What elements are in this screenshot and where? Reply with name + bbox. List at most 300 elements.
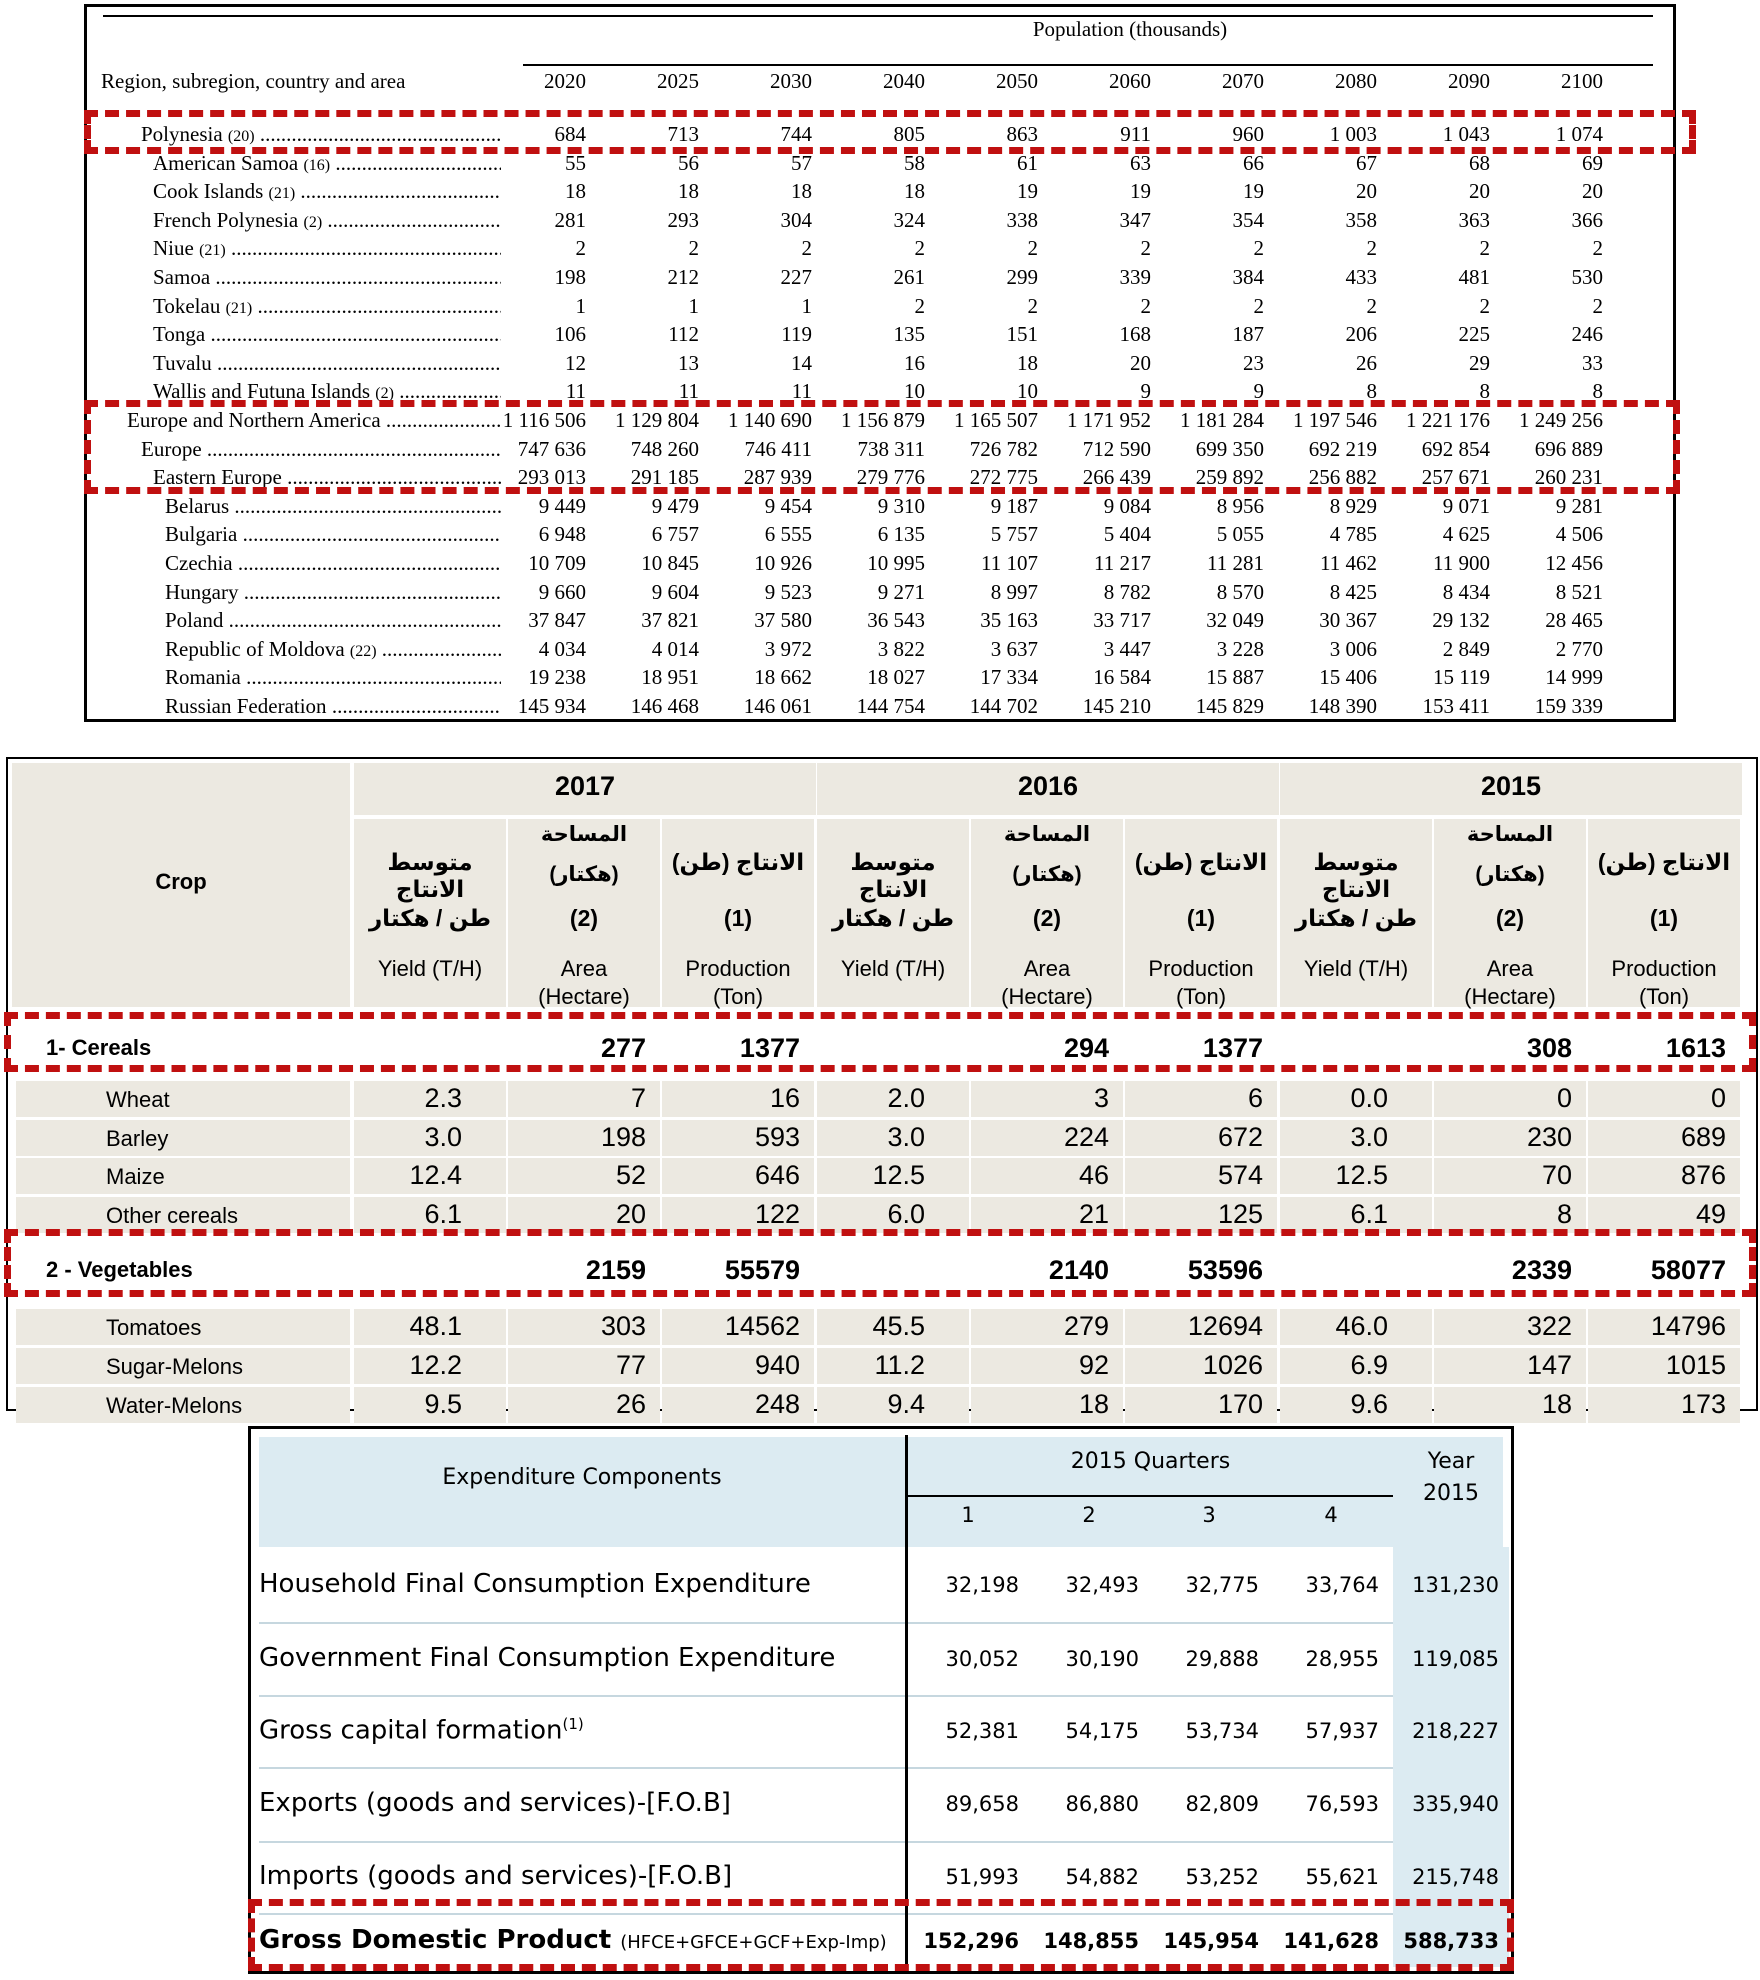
crop-value: 3.0 xyxy=(424,1121,462,1152)
population-value: 16 xyxy=(904,350,925,375)
crop-value: 92 xyxy=(1078,1350,1109,1380)
region-header: Region, subregion, country and area xyxy=(101,69,406,93)
population-value: 299 xyxy=(1006,265,1038,289)
population-value: 16 584 xyxy=(1093,665,1151,690)
year-header-2090: 2090 xyxy=(1448,69,1490,93)
population-value: 18 xyxy=(1017,350,1038,375)
population-value: 29 xyxy=(1469,350,1490,375)
crop-value: 12694 xyxy=(1187,1311,1263,1342)
population-value: 159 339 xyxy=(1534,694,1603,718)
region-name xyxy=(141,122,501,147)
population-value: 225 xyxy=(1458,322,1490,347)
group-value: 55579 xyxy=(724,1255,800,1286)
crop-name: Tomatoes xyxy=(106,1315,202,1341)
population-value: 26 xyxy=(1356,350,1377,375)
population-value: 227 xyxy=(780,265,812,289)
expenditure-value: 30,190 xyxy=(1065,1646,1139,1671)
population-value: 2 xyxy=(914,293,925,318)
population-value: 12 xyxy=(565,350,586,375)
population-value: 6 555 xyxy=(764,522,812,547)
group-value: 2159 xyxy=(585,1255,646,1286)
population-value: 2 xyxy=(1479,236,1490,261)
row-divider xyxy=(908,1767,1393,1769)
crop-value: 0 xyxy=(1710,1083,1726,1113)
column-header-unit: طن / هكتار xyxy=(1294,905,1418,931)
region-label: Europe xyxy=(141,436,202,461)
population-value: 19 xyxy=(1243,179,1264,204)
population-value: 1 197 546 xyxy=(1293,408,1377,432)
population-value: 9 604 xyxy=(651,579,699,604)
crop-value: 147 xyxy=(1526,1350,1572,1380)
quarter-header-1: 1 xyxy=(961,1503,975,1527)
population-value: 15 887 xyxy=(1206,665,1264,690)
population-value: 61 xyxy=(1017,150,1038,175)
region-label: Niue xyxy=(153,236,194,261)
population-value: 37 821 xyxy=(641,608,699,633)
population-value: 261 xyxy=(893,265,925,289)
population-value: 35 163 xyxy=(980,608,1038,633)
crop-value: 7 xyxy=(630,1083,646,1113)
footnote-ref: (2) xyxy=(303,213,323,231)
expenditure-value: 131,230 xyxy=(1412,1572,1499,1597)
row-divider xyxy=(259,1841,905,1843)
row-label-cell xyxy=(16,1158,350,1194)
crop-value: 6.1 xyxy=(1350,1198,1388,1229)
column-header-english: Yield (T/H) xyxy=(840,956,946,981)
group-value: 1377 xyxy=(1202,1033,1263,1063)
year-header: 2016 xyxy=(1017,771,1079,801)
column-header-arabic: الانتاج (طن) xyxy=(671,849,805,875)
footnote-ref: (20) xyxy=(227,128,255,145)
population-value: 726 782 xyxy=(969,436,1038,461)
crop-value: 12.4 xyxy=(409,1160,462,1191)
crop-value: 77 xyxy=(615,1350,646,1380)
year-header-2080: 2080 xyxy=(1335,69,1377,93)
region-name xyxy=(165,665,501,690)
population-value: 2 xyxy=(688,236,699,261)
crop-name: Other cereals xyxy=(106,1202,239,1228)
crop-value: 6.9 xyxy=(1350,1350,1388,1380)
table-row xyxy=(87,294,1673,322)
expenditure-value: 54,175 xyxy=(1065,1719,1139,1743)
population-value: 151 xyxy=(1006,322,1038,347)
population-value: 293 013 xyxy=(517,465,586,490)
population-value: 37 580 xyxy=(754,608,812,633)
population-value: 338 xyxy=(1006,207,1038,232)
population-value: 11 281 xyxy=(1207,551,1264,575)
population-value: 8 434 xyxy=(1442,579,1490,604)
column-header-english: Area xyxy=(560,956,608,981)
population-value: 281 xyxy=(554,207,586,232)
column-header-english: Production xyxy=(1611,956,1717,981)
crop-value: 70 xyxy=(1541,1160,1572,1191)
population-value: 145 210 xyxy=(1082,694,1151,718)
year-header-2100: 2100 xyxy=(1561,69,1603,93)
population-value: 481 xyxy=(1458,265,1490,289)
footnote-ref: (16) xyxy=(303,156,331,174)
crop-name: Barley xyxy=(106,1125,169,1151)
crop-production-table xyxy=(6,757,1758,1419)
population-value: 145 934 xyxy=(517,694,586,718)
population-value: 9 660 xyxy=(538,579,586,604)
region-label: Russian Federation xyxy=(165,694,327,718)
row-divider xyxy=(908,1841,1393,1843)
population-value: 744 xyxy=(780,122,812,146)
population-value: 10 709 xyxy=(528,551,586,575)
region-name xyxy=(165,494,501,519)
region-name xyxy=(165,580,501,605)
population-value: 363 xyxy=(1458,207,1490,232)
population-value: 106 xyxy=(554,322,586,347)
population-value: 29 132 xyxy=(1432,608,1490,633)
expenditure-value: 82,809 xyxy=(1185,1792,1259,1816)
row-label-text: Government Final Consumption Expenditure xyxy=(259,1642,836,1673)
column-header-arabic: متوسط الانتاج xyxy=(1313,849,1399,902)
column-header-english: Production xyxy=(1148,956,1254,981)
population-value: 257 671 xyxy=(1421,465,1490,490)
column-header-english: Area xyxy=(1023,956,1071,981)
column-header-english-unit: (Hectare) xyxy=(538,984,630,1009)
population-value: 8 xyxy=(1366,379,1377,404)
crop-value: 16 xyxy=(769,1083,800,1113)
group-value: 53596 xyxy=(1187,1255,1263,1286)
crop-value: 14796 xyxy=(1650,1311,1726,1342)
population-value: 1 165 507 xyxy=(954,408,1038,432)
table-row xyxy=(87,580,1673,608)
population-value: 146 061 xyxy=(743,694,812,718)
crop-value: 122 xyxy=(754,1198,800,1229)
table-row xyxy=(8,1120,1756,1158)
population-value: 30 367 xyxy=(1319,608,1377,633)
population-value: 530 xyxy=(1571,265,1603,289)
table-row xyxy=(87,236,1673,264)
population-value: 1 xyxy=(575,293,586,318)
population-value: 2 xyxy=(1479,293,1490,318)
table-row xyxy=(87,494,1673,522)
population-table xyxy=(84,4,1676,722)
crop-value: 6.1 xyxy=(424,1198,462,1229)
crop-value: 170 xyxy=(1217,1388,1263,1419)
year-header-2020: 2020 xyxy=(544,69,586,93)
quarter-header-3: 3 xyxy=(1202,1503,1216,1527)
population-value: 3 637 xyxy=(990,636,1038,661)
region-name xyxy=(153,179,501,204)
crop-value: 3.0 xyxy=(887,1121,925,1152)
population-value: 18 951 xyxy=(641,665,699,690)
population-value: 8 521 xyxy=(1555,579,1603,604)
region-label: Republic of Moldova xyxy=(165,636,345,661)
population-value: 324 xyxy=(893,207,925,232)
column-header-unit: (1) xyxy=(723,905,753,931)
expenditure-value: 52,381 xyxy=(945,1719,1019,1743)
region-name xyxy=(141,437,501,462)
year-header-value: 2015 xyxy=(1423,1481,1479,1506)
year-header-2025: 2025 xyxy=(657,69,699,93)
population-value: 18 xyxy=(678,179,699,204)
column-header-arabic: المساحة (هكتار) xyxy=(1466,823,1554,886)
population-value: 2 xyxy=(1027,293,1038,318)
footnote-ref: (22) xyxy=(349,642,377,660)
population-value: 2 xyxy=(1592,236,1603,261)
population-value: 4 625 xyxy=(1442,522,1490,547)
row-label xyxy=(259,1788,731,1818)
region-name xyxy=(153,465,501,490)
population-value: 9 187 xyxy=(990,493,1038,518)
region-label: Bulgaria xyxy=(165,522,238,547)
expenditure-value: 28,955 xyxy=(1305,1646,1379,1671)
population-value: 347 xyxy=(1119,207,1151,232)
region-label: French Polynesia xyxy=(153,207,299,232)
population-value: 1 181 284 xyxy=(1180,408,1264,432)
table-row xyxy=(8,1081,1756,1119)
column-header-english-unit: (Ton) xyxy=(1175,984,1227,1009)
population-value: 11 900 xyxy=(1433,551,1490,575)
population-value: 9 071 xyxy=(1442,493,1490,518)
quarter-header-2: 2 xyxy=(1082,1503,1096,1527)
expenditure-value: 30,052 xyxy=(945,1646,1019,1671)
population-value: 9 084 xyxy=(1103,493,1151,518)
group-value: 1613 xyxy=(1665,1033,1726,1063)
population-value: 20 xyxy=(1356,179,1377,204)
population-value: 28 465 xyxy=(1545,608,1603,633)
table-row xyxy=(8,1309,1756,1347)
population-value: 36 543 xyxy=(867,608,925,633)
population-value: 805 xyxy=(893,122,925,146)
group-value: 308 xyxy=(1526,1033,1572,1063)
region-label: Poland xyxy=(165,608,224,633)
crop-value: 12.5 xyxy=(872,1160,925,1191)
crop-value: 2.3 xyxy=(424,1083,462,1113)
population-value: 3 972 xyxy=(764,636,812,661)
year-header: 2015 xyxy=(1480,771,1542,801)
population-value: 4 506 xyxy=(1555,522,1603,547)
crop-value: 9.4 xyxy=(887,1388,925,1419)
population-value: 15 406 xyxy=(1319,665,1377,690)
population-value: 20 xyxy=(1469,179,1490,204)
table-row xyxy=(87,208,1673,236)
population-value: 287 939 xyxy=(743,465,812,490)
table-row xyxy=(8,1197,1756,1235)
population-value: 911 xyxy=(1120,122,1151,146)
expenditure-value: 55,621 xyxy=(1305,1865,1379,1889)
population-value: 256 882 xyxy=(1308,465,1377,490)
population-value: 1 171 952 xyxy=(1067,408,1151,432)
population-value: 19 xyxy=(1130,179,1151,204)
population-value: 63 xyxy=(1130,150,1151,175)
population-value: 3 822 xyxy=(877,636,925,661)
row-label xyxy=(259,1715,584,1746)
population-value: 112 xyxy=(668,322,699,347)
population-value: 23 xyxy=(1243,350,1264,375)
population-value: 187 xyxy=(1232,322,1264,347)
row-label-cell xyxy=(16,1120,350,1156)
population-value: 2 xyxy=(1253,293,1264,318)
crop-value: 646 xyxy=(754,1160,800,1191)
table-row xyxy=(8,1348,1756,1386)
expenditure-value: 32,493 xyxy=(1065,1572,1139,1597)
population-value: 33 xyxy=(1582,350,1603,375)
table-row xyxy=(87,437,1673,465)
region-label: Czechia xyxy=(165,551,233,575)
population-value: 1 129 804 xyxy=(615,408,699,432)
population-value: 9 271 xyxy=(877,579,925,604)
row-divider xyxy=(259,1767,905,1769)
region-label: Hungary xyxy=(165,579,239,604)
population-value: 9 281 xyxy=(1555,493,1603,518)
population-value: 1 xyxy=(688,293,699,318)
region-name xyxy=(127,408,501,433)
row-divider xyxy=(908,1695,1393,1697)
table-row xyxy=(87,265,1673,293)
population-value: 11 xyxy=(565,379,586,404)
population-value: 692 854 xyxy=(1421,436,1490,461)
crop-value: 2.0 xyxy=(887,1083,925,1113)
population-value: 55 xyxy=(565,150,586,175)
region-name xyxy=(153,265,501,290)
expenditure-value: 86,880 xyxy=(1065,1792,1139,1816)
quarter-header-4: 4 xyxy=(1324,1503,1338,1527)
population-value: 168 xyxy=(1119,322,1151,347)
year-header-2070: 2070 xyxy=(1222,69,1264,93)
population-value: 2 xyxy=(1592,293,1603,318)
population-value: 713 xyxy=(667,122,699,146)
crop-value: 574 xyxy=(1217,1160,1263,1191)
population-value: 1 043 xyxy=(1442,122,1490,146)
population-title: Population (thousands) xyxy=(1032,17,1228,41)
table-row xyxy=(87,122,1673,150)
population-value: 3 006 xyxy=(1329,636,1377,661)
row-label-text: Gross Domestic Product xyxy=(259,1925,612,1955)
group-label: 1- Cereals xyxy=(46,1035,152,1060)
column-header-english-unit: (Hectare) xyxy=(1464,984,1556,1009)
row-label-text: Exports (goods and services)-[F.O.B] xyxy=(259,1788,731,1818)
crop-value: 0.0 xyxy=(1350,1083,1388,1113)
table-row xyxy=(87,379,1673,407)
population-value: 384 xyxy=(1232,265,1264,289)
population-value: 18 xyxy=(791,179,812,204)
population-value: 4 785 xyxy=(1329,522,1377,547)
column-header-english: Area xyxy=(1486,956,1534,981)
crop-value: 49 xyxy=(1695,1198,1726,1229)
population-value: 19 238 xyxy=(528,665,586,690)
population-value: 1 xyxy=(801,293,812,318)
population-value: 2 770 xyxy=(1555,636,1603,661)
expenditure-value: 335,940 xyxy=(1412,1792,1499,1816)
expenditure-value: 54,882 xyxy=(1065,1865,1139,1889)
population-value: 1 116 506 xyxy=(502,408,586,432)
expenditure-value: 32,775 xyxy=(1185,1572,1259,1597)
region-label: Eastern Europe xyxy=(153,465,282,490)
population-value: 18 xyxy=(904,179,925,204)
row-label-text: Household Final Consumption Expenditure xyxy=(259,1568,811,1599)
population-value: 11 217 xyxy=(1094,551,1151,575)
expenditure-value: 218,227 xyxy=(1412,1719,1499,1743)
population-value: 3 228 xyxy=(1216,636,1264,661)
population-value: 9 xyxy=(1253,379,1264,404)
population-value: 10 845 xyxy=(641,551,699,575)
population-value: 144 754 xyxy=(856,694,925,718)
crop-value: 198 xyxy=(600,1121,646,1152)
crop-value: 3.0 xyxy=(1350,1121,1388,1152)
crop-value: 20 xyxy=(615,1198,646,1229)
population-value: 15 119 xyxy=(1433,665,1490,690)
population-value: 2 xyxy=(1366,293,1377,318)
population-value: 11 462 xyxy=(1320,551,1377,575)
group-value: 294 xyxy=(1063,1033,1109,1063)
crop-value: 12.2 xyxy=(409,1350,462,1380)
formula-note: (HFCE+GFCE+GCF+Exp-Imp) xyxy=(620,1932,887,1953)
table-row xyxy=(87,465,1673,493)
crop-value: 0 xyxy=(1556,1083,1572,1113)
expenditure-value: 53,252 xyxy=(1185,1865,1259,1889)
population-value: 692 219 xyxy=(1308,436,1377,461)
population-value: 260 231 xyxy=(1534,465,1603,490)
population-value: 8 782 xyxy=(1103,579,1151,604)
population-value: 9 449 xyxy=(538,493,586,518)
crop-value: 45.5 xyxy=(872,1311,925,1342)
population-value: 20 xyxy=(1130,350,1151,375)
population-value: 8 425 xyxy=(1329,579,1377,604)
crop-value: 46 xyxy=(1078,1160,1109,1191)
column-header-arabic: المساحة (هكتار) xyxy=(1003,823,1091,886)
population-value: 58 xyxy=(904,150,925,175)
table-row xyxy=(87,179,1673,207)
population-value: 8 570 xyxy=(1216,579,1264,604)
population-value: 433 xyxy=(1345,265,1377,289)
population-value: 746 411 xyxy=(744,436,812,461)
crop-value: 46.0 xyxy=(1335,1311,1388,1342)
population-value: 3 447 xyxy=(1103,636,1151,661)
population-value: 13 xyxy=(678,350,699,375)
group-row xyxy=(8,1239,1756,1297)
expenditure-value: 33,764 xyxy=(1305,1572,1379,1597)
expenditure-value: 76,593 xyxy=(1305,1792,1379,1816)
column-header-english-unit: (Ton) xyxy=(712,984,764,1009)
crop-name: Sugar-Melons xyxy=(106,1354,243,1379)
year-header: 2017 xyxy=(554,771,616,801)
population-value: 9 523 xyxy=(764,579,812,604)
table-row xyxy=(87,551,1673,579)
population-value: 2 xyxy=(575,236,586,261)
population-value: 11 xyxy=(678,379,699,404)
column-header-english-unit: (Hectare) xyxy=(1001,984,1093,1009)
population-value: 8 929 xyxy=(1329,493,1377,518)
group-value: 58077 xyxy=(1650,1255,1726,1286)
population-value: 2 xyxy=(1253,236,1264,261)
footnote-ref: (21) xyxy=(268,185,296,203)
crop-value: 6 xyxy=(1247,1083,1263,1113)
crop-value: 279 xyxy=(1063,1311,1109,1342)
region-name xyxy=(153,294,501,319)
crop-value: 21 xyxy=(1078,1198,1109,1229)
region-label: Belarus xyxy=(165,493,230,518)
region-name xyxy=(153,322,501,347)
population-value: 11 xyxy=(791,379,812,404)
column-divider xyxy=(905,1435,908,1965)
table-row xyxy=(87,151,1673,179)
population-value: 69 xyxy=(1582,150,1603,175)
region-label: Wallis and Futuna Islands xyxy=(153,379,371,404)
region-name xyxy=(165,694,501,719)
row-label xyxy=(259,1861,732,1891)
crop-value: 48.1 xyxy=(409,1311,462,1342)
population-value: 57 xyxy=(791,150,812,175)
population-value: 18 027 xyxy=(867,665,925,690)
population-value: 2 xyxy=(1140,236,1151,261)
table-row xyxy=(87,608,1673,636)
row-label-text: Imports (goods and services)-[F.O.B] xyxy=(259,1861,733,1891)
population-value: 33 717 xyxy=(1093,608,1151,633)
